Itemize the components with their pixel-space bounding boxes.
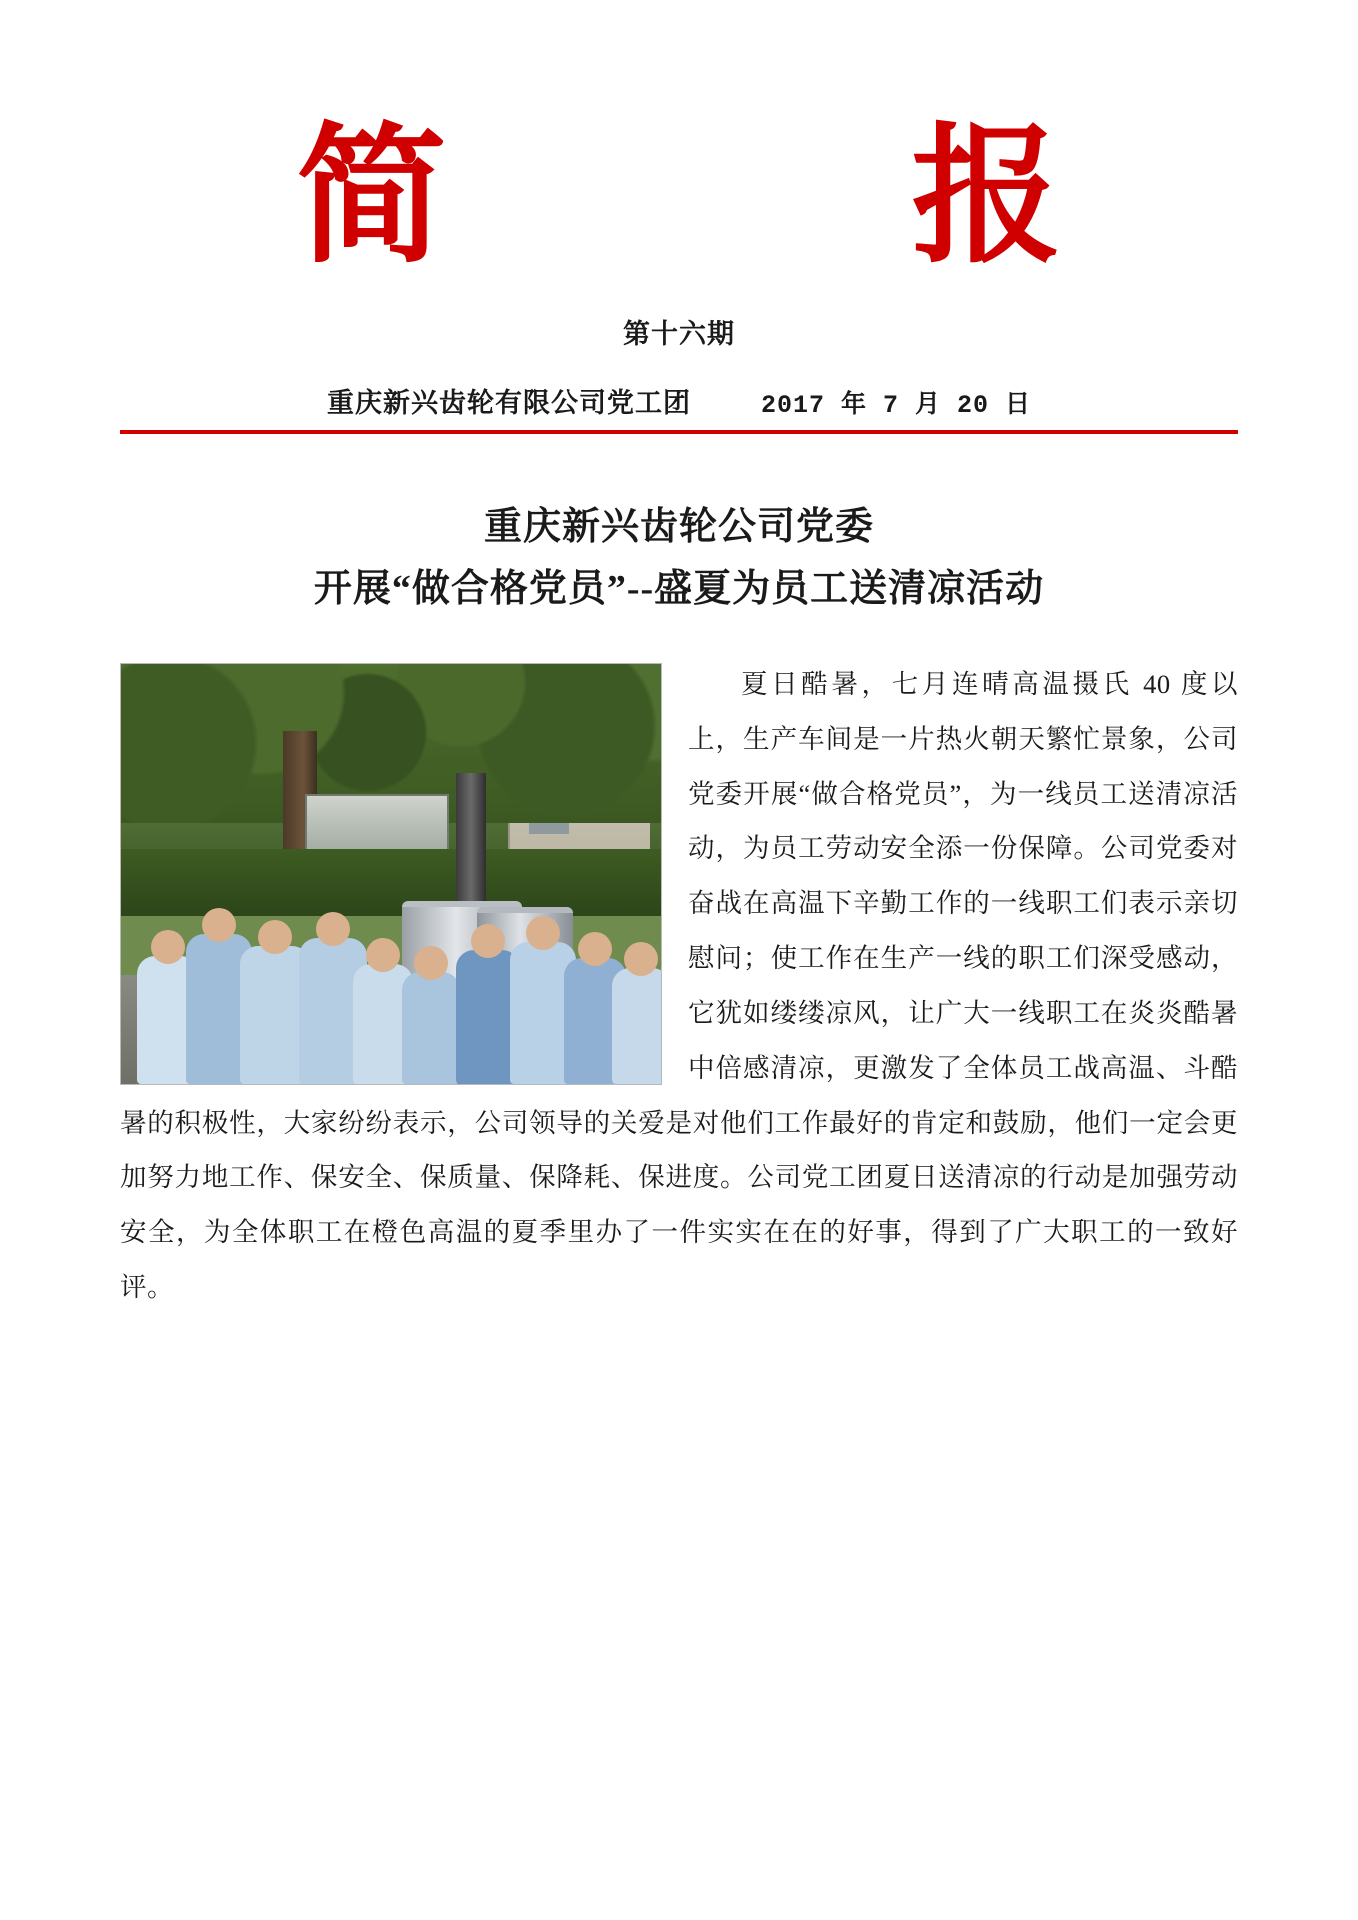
page-title xyxy=(120,496,1238,621)
publish-date: 2017 年 7 月 20 日 xyxy=(760,390,1032,420)
masthead-title: 简 报 xyxy=(296,115,1125,281)
article-photo xyxy=(120,663,662,1085)
red-divider-rule xyxy=(120,430,1238,434)
headline-line-2: 开展“做合格党员”--盛夏为员工送清凉活动 xyxy=(313,568,1045,611)
publisher-organization: 重庆新兴齿轮有限公司党工团 xyxy=(326,387,691,418)
article-body xyxy=(120,657,1238,1315)
issue-number: 第十六期 xyxy=(623,318,735,349)
article-paragraph: 夏日酷暑，七月连晴高温摄氏 40 度以上，生产车间是一片热火朝天繁忙景象，公司党委开展“做合格党员”，为一线员工送清凉活动，为员工劳动安全添一份保障。公司党委对奋战在高温下辛勤工作的一线职工们表示亲切慰问；使工作在生产一线的职工们深受感动，它犹如缕缕凉风，让广大一线职工在炎炎酷暑中倍感清凉，更激发了全体员工战高温、斗酷暑的积极性，大家纷纷表示，公司领导的关爱是对他们工作最好的肯定和鼓励，他们一定会更加努力地工作、保安全、保质量、保降耗、保进度。公司党工团夏日送清凉的行动是加强劳动安全，为全体职工在橙色高温的夏季里办了一件实实在在的好事，得到了广大职工的一致好评。 xyxy=(120,668,1238,1303)
headline-line-1: 重庆新兴齿轮公司党委 xyxy=(483,505,874,548)
photo-workers-group xyxy=(121,849,661,1084)
masthead-meta-row xyxy=(120,381,1238,420)
